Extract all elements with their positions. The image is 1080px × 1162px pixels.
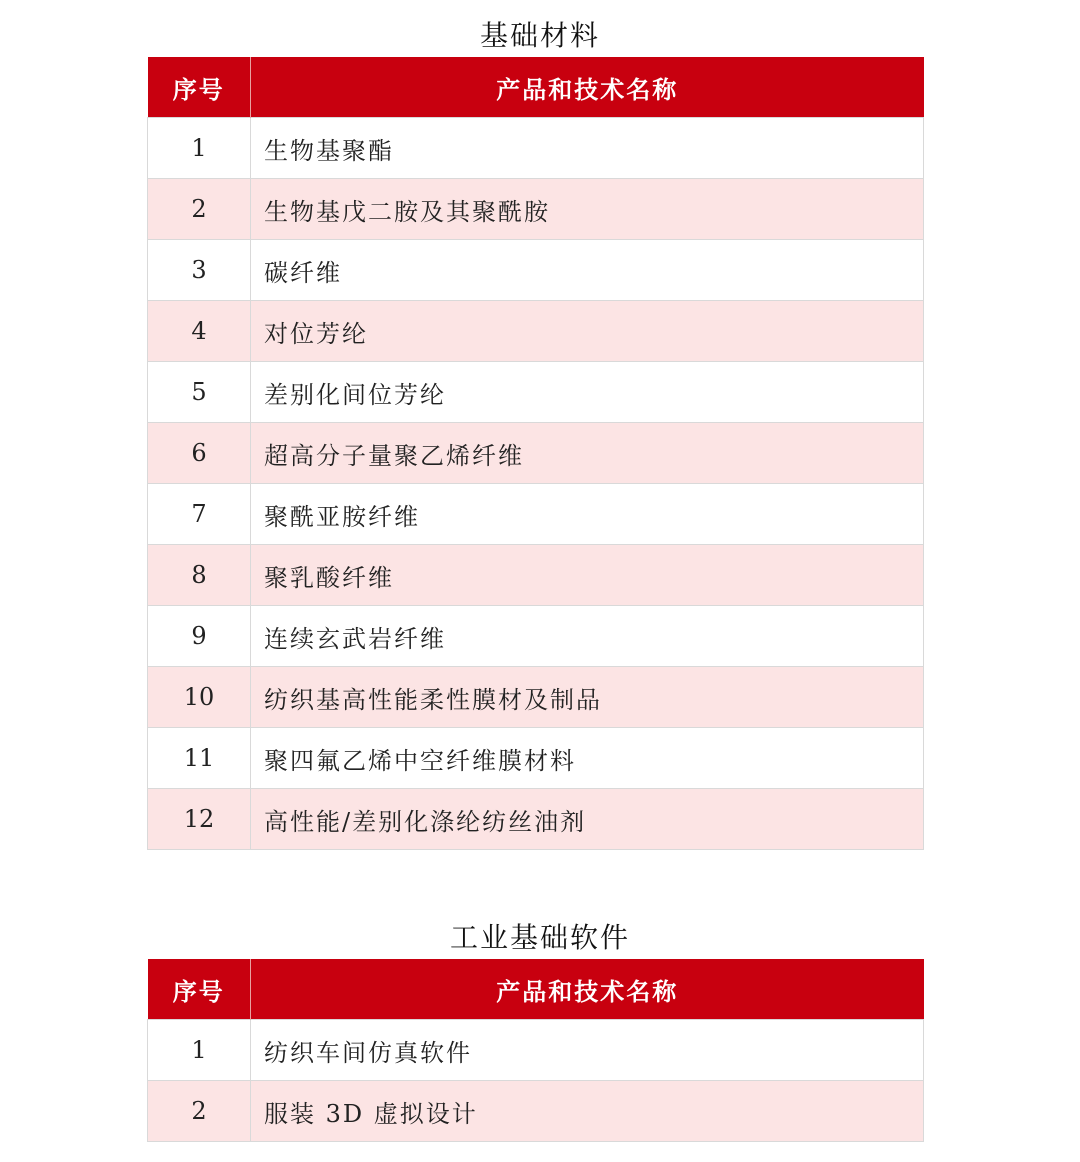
row-number: 5 xyxy=(148,362,251,423)
row-product-name: 碳纤维 xyxy=(251,240,924,301)
table-row xyxy=(148,667,924,728)
row-product-name: 超高分子量聚乙烯纤维 xyxy=(251,423,924,484)
row-number: 2 xyxy=(148,179,251,240)
header-product-name: 产品和技术名称 xyxy=(251,959,924,1020)
row-product-name: 对位芳纶 xyxy=(251,301,924,362)
table-header-row xyxy=(148,57,924,118)
table-header-row xyxy=(148,959,924,1020)
row-number: 1 xyxy=(148,118,251,179)
row-number: 10 xyxy=(148,667,251,728)
table-row xyxy=(148,118,924,179)
row-product-name: 纺织车间仿真软件 xyxy=(251,1020,924,1081)
table-row xyxy=(148,1020,924,1081)
table-row xyxy=(148,423,924,484)
basic-materials-table xyxy=(147,57,924,850)
table-row xyxy=(148,301,924,362)
table-row xyxy=(148,1081,924,1142)
table-row xyxy=(148,362,924,423)
header-serial-number: 序号 xyxy=(148,959,251,1020)
table-row xyxy=(148,484,924,545)
table-row xyxy=(148,789,924,850)
header-serial-number: 序号 xyxy=(148,57,251,118)
row-number: 11 xyxy=(148,728,251,789)
row-number: 2 xyxy=(148,1081,251,1142)
section-title: 工业基础软件 xyxy=(449,921,630,954)
table-row xyxy=(148,728,924,789)
row-product-name: 聚四氟乙烯中空纤维膜材料 xyxy=(251,728,924,789)
row-number: 3 xyxy=(148,240,251,301)
header-product-name: 产品和技术名称 xyxy=(251,57,924,118)
row-number: 4 xyxy=(148,301,251,362)
industrial-software-table xyxy=(147,959,924,1142)
row-product-name: 纺织基高性能柔性膜材及制品 xyxy=(251,667,924,728)
table-row xyxy=(148,545,924,606)
row-product-name: 生物基聚酯 xyxy=(251,118,924,179)
row-number: 8 xyxy=(148,545,251,606)
row-product-name: 聚乳酸纤维 xyxy=(251,545,924,606)
row-number: 6 xyxy=(148,423,251,484)
row-product-name: 连续玄武岩纤维 xyxy=(251,606,924,667)
row-number: 1 xyxy=(148,1020,251,1081)
row-product-name: 差别化间位芳纶 xyxy=(251,362,924,423)
table-row xyxy=(148,240,924,301)
row-number: 9 xyxy=(148,606,251,667)
section-title: 基础材料 xyxy=(479,19,600,52)
row-product-name: 聚酰亚胺纤维 xyxy=(251,484,924,545)
row-product-name: 服装 3D 虚拟设计 xyxy=(251,1081,924,1142)
row-product-name: 高性能/差别化涤纶纺丝油剂 xyxy=(251,789,924,850)
row-product-name: 生物基戊二胺及其聚酰胺 xyxy=(251,179,924,240)
row-number: 7 xyxy=(148,484,251,545)
row-number: 12 xyxy=(148,789,251,850)
table-row xyxy=(148,606,924,667)
table-row xyxy=(148,179,924,240)
